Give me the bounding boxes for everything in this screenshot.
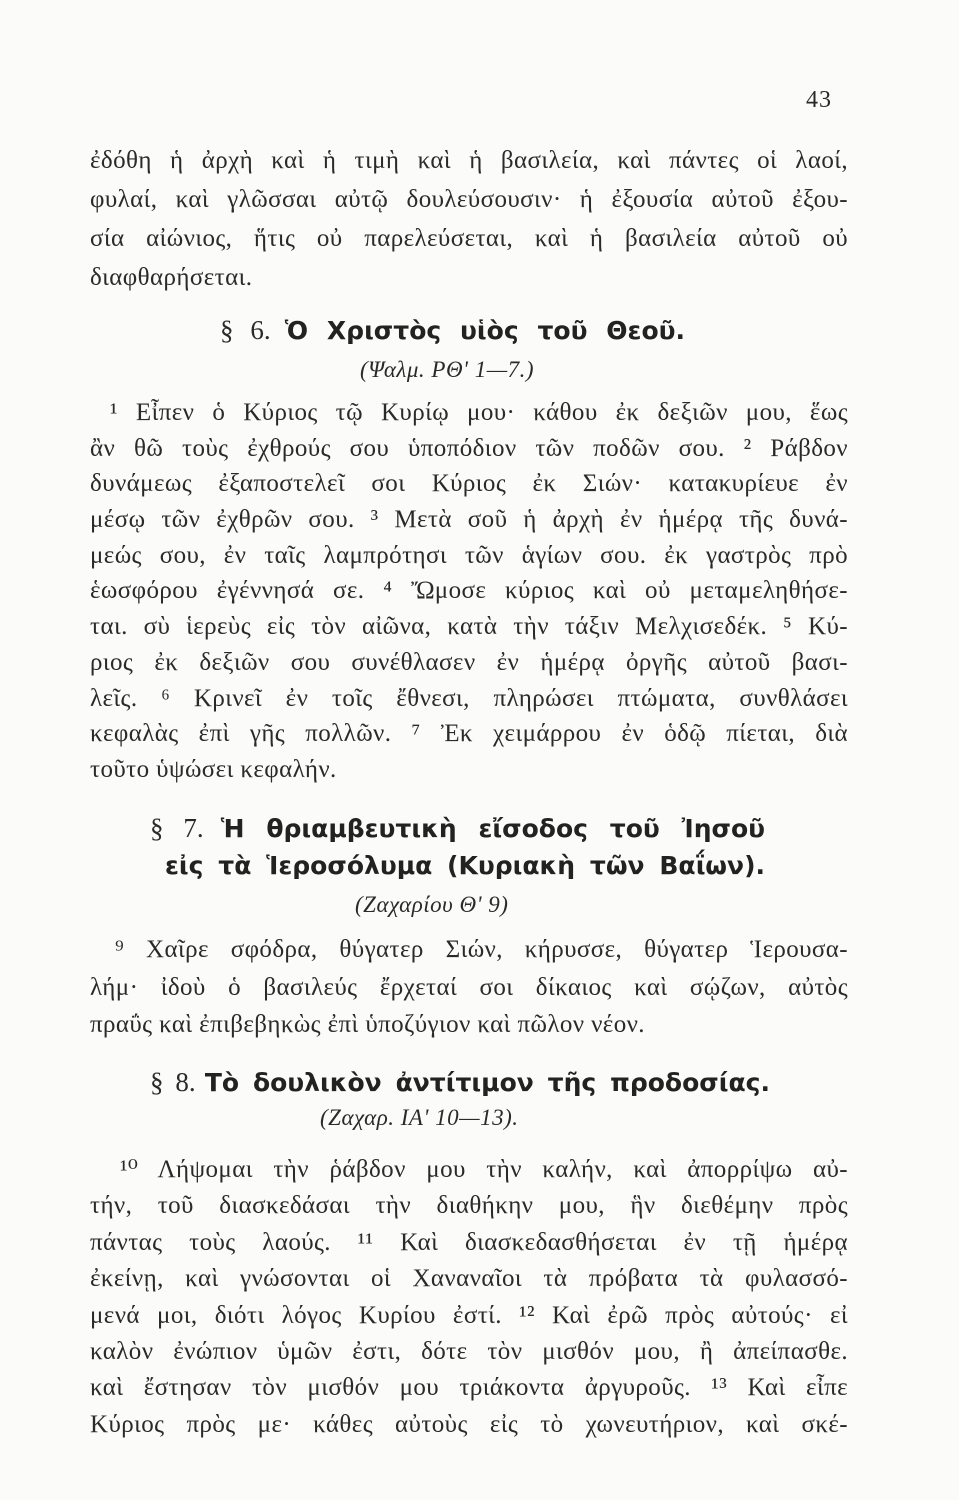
text-line	[90, 258, 848, 297]
text-line	[90, 431, 848, 467]
heading-line	[220, 311, 685, 349]
text-line	[90, 716, 848, 752]
heading-line	[150, 809, 765, 847]
section-heading	[220, 311, 685, 349]
text-line	[110, 395, 848, 431]
section-mark: § 7.	[150, 813, 204, 843]
line-text: κεφαλὰς ἐπὶ γῆς πολλῶν. ⁷ Ἐκ χειμάρρου ἐν ὁδῷ πίεται, διὰ	[90, 720, 848, 748]
line-text: τήν, τοῦ διασκεδάσαι τὴν διαθήκην μου, ἣν διεθέμην πρὸς	[90, 1192, 848, 1220]
page-number: 43	[806, 87, 832, 113]
text-line	[90, 969, 848, 1007]
line-text: τοῦτο ὑψώσει κεφαλήν.	[90, 755, 337, 783]
line-text: καὶ ἔστησαν τὸν μισθόν μου τριάκοντα ἀργυροῦς. ¹³ Καὶ εἶπε	[90, 1374, 848, 1402]
text-line	[90, 1370, 848, 1406]
line-text: πραΰς καὶ ἐπιβεβηκὼς ἐπὶ ὑποζύγιον καὶ πῶλον νέον.	[90, 1011, 645, 1038]
text-line	[90, 1225, 848, 1261]
line-text: ἑωσφόρου ἐγέννησά σε. ⁴ Ὤμοσε κύριος καὶ οὐ μεταμεληθήσε-	[90, 577, 848, 605]
line-text: ⁹ Χαῖρε σφόδρα, θύγατερ Σιών, κήρυσσε, θύγατερ Ἱερουσα-	[115, 936, 848, 963]
heading-line	[165, 847, 765, 885]
scripture-reference: (Ζαχαρίου Θ' 9)	[355, 892, 509, 917]
text-line	[90, 538, 848, 574]
scripture-reference: (Ζαχαρ. ΙΑ' 10—13).	[320, 1105, 519, 1130]
line-text: μέσῳ τῶν ἐχθρῶν σου. ³ Μετὰ σοῦ ἡ ἀρχὴ ἐν ἡμέρᾳ τῆς δυνά-	[90, 506, 848, 534]
line-text: λεῖς. ⁶ Κρινεῖ ἐν τοῖς ἔθνεσι, πληρώσει πτώματα, συνθλάσει	[90, 684, 848, 712]
text-line	[115, 931, 848, 969]
section-title: εἰς τὰ Ἱεροσόλυμα (Κυριακὴ τῶν Βαΐων).	[165, 851, 765, 880]
text-line	[90, 141, 848, 180]
text-line	[90, 645, 848, 681]
line-text: πάντας τοὺς λαούς. ¹¹ Καὶ διασκεδασθήσεται ἐν τῇ ἡμέρᾳ	[90, 1228, 848, 1256]
opening-paragraph	[90, 141, 848, 297]
line-text: ¹⁰ Λήψομαι τὴν ῥάβδον μου τὴν καλήν, καὶ ἀπορρίψω αὐ-	[120, 1156, 848, 1183]
line-text: διαφθαρήσεται.	[90, 264, 253, 291]
line-text: λήμ· ἰδοὺ ὁ βασιλεύς ἔρχεταί σοι δίκαιος καὶ σῴζων, αὐτὸς	[90, 973, 848, 1001]
text-line	[90, 609, 848, 645]
section-mark: § 6.	[220, 315, 271, 345]
line-text: ἐκείνῃ, καὶ γνώσονται οἱ Χαναναῖοι τὰ πρόβατα τὰ φυλασσό-	[90, 1265, 848, 1293]
text-line	[90, 752, 848, 788]
heading-line	[150, 1063, 770, 1101]
section-title: Ἡ θριαμβευτικὴ εἴσοδος τοῦ Ἰησοῦ	[220, 814, 766, 843]
section-heading	[150, 1063, 770, 1101]
line-text: ται. σὺ ἱερεὺς εἰς τὸν αἰῶνα, κατὰ τὴν τάξιν Μελχισεδέκ. ⁵ Κύ-	[90, 613, 848, 641]
line-text: σία αἰώνιος, ἥτις οὐ παρελεύσεται, καὶ ἡ βασιλεία αὐτοῦ οὐ	[90, 225, 848, 252]
text-line	[90, 466, 848, 502]
line-text: ἐδόθη ἡ ἀρχὴ καὶ ἡ τιμὴ καὶ ἡ βασιλεία, καὶ πάντες οἱ λαοί,	[90, 147, 848, 174]
verse-paragraph	[90, 931, 848, 1044]
line-text: ριος ἐκ δεξιῶν σου συνέθλασεν ἐν ἡμέρᾳ ὀργῆς αὐτοῦ βασι-	[90, 648, 848, 676]
text-line	[90, 1334, 848, 1370]
line-text: μενά μοι, διότι λόγος Κυρίου ἐστί. ¹² Καὶ ἐρῶ πρὸς αὐτούς· εἰ	[90, 1301, 848, 1329]
text-line	[90, 681, 848, 717]
section-mark: § 8.	[150, 1067, 196, 1097]
heading-text	[220, 311, 685, 354]
line-text: μεώς σου, ἐν ταῖς λαμπρότησι τῶν ἁγίων σου. ἐκ γαστρὸς πρὸ	[90, 541, 848, 569]
text-line	[90, 219, 848, 258]
line-text: φυλαί, καὶ γλῶσσαι αὐτῷ δουλεύσουσιν· ἡ ἐξουσία αὐτοῦ ἐξου-	[90, 186, 848, 213]
section-heading	[150, 809, 765, 885]
heading-text	[150, 809, 765, 852]
section-title: Τὸ δουλικὸν ἀντίτιμον τῆς προδοσίας.	[204, 1068, 770, 1097]
line-text: καλὸν ἐνώπιον ὑμῶν ἐστι, δότε τὸν μισθόν μου, ἢ ἀπείπασθε.	[90, 1337, 848, 1365]
line-text: ἂν θῶ τοὺς ἐχθρούς σου ὑποπόδιον τῶν ποδῶν σου. ² Ράβδον	[90, 434, 848, 462]
line-text: ¹ Εἶπεν ὁ Κύριος τῷ Κυρίῳ μου· κάθου ἐκ δεξιῶν μου, ἕως	[110, 399, 848, 426]
scripture-reference: (Ψαλμ. ΡΘ' 1—7.)	[360, 357, 535, 382]
line-text: Κύριος πρὸς με· κάθες αὐτοὺς εἰς τὸ χωνευτήριον, καὶ σκέ-	[90, 1410, 848, 1438]
text-line	[90, 1407, 848, 1443]
text-line	[90, 1261, 848, 1297]
verse-paragraph	[90, 1152, 848, 1443]
text-line	[120, 1152, 848, 1188]
line-text: δυνάμεως ἐξαποστελεῖ σοι Κύριος ἐκ Σιών· κατακυρίευε ἐν	[90, 470, 848, 498]
text-line	[90, 1298, 848, 1334]
text-line	[90, 573, 848, 609]
text-line	[90, 502, 848, 538]
text-line	[90, 1006, 848, 1044]
text-line	[90, 1188, 848, 1224]
text-line	[90, 180, 848, 219]
verse-paragraph	[90, 395, 848, 788]
heading-text	[165, 847, 765, 889]
section-title: Ὁ Χριστὸς υἱὸς τοῦ Θεοῦ.	[284, 316, 686, 345]
